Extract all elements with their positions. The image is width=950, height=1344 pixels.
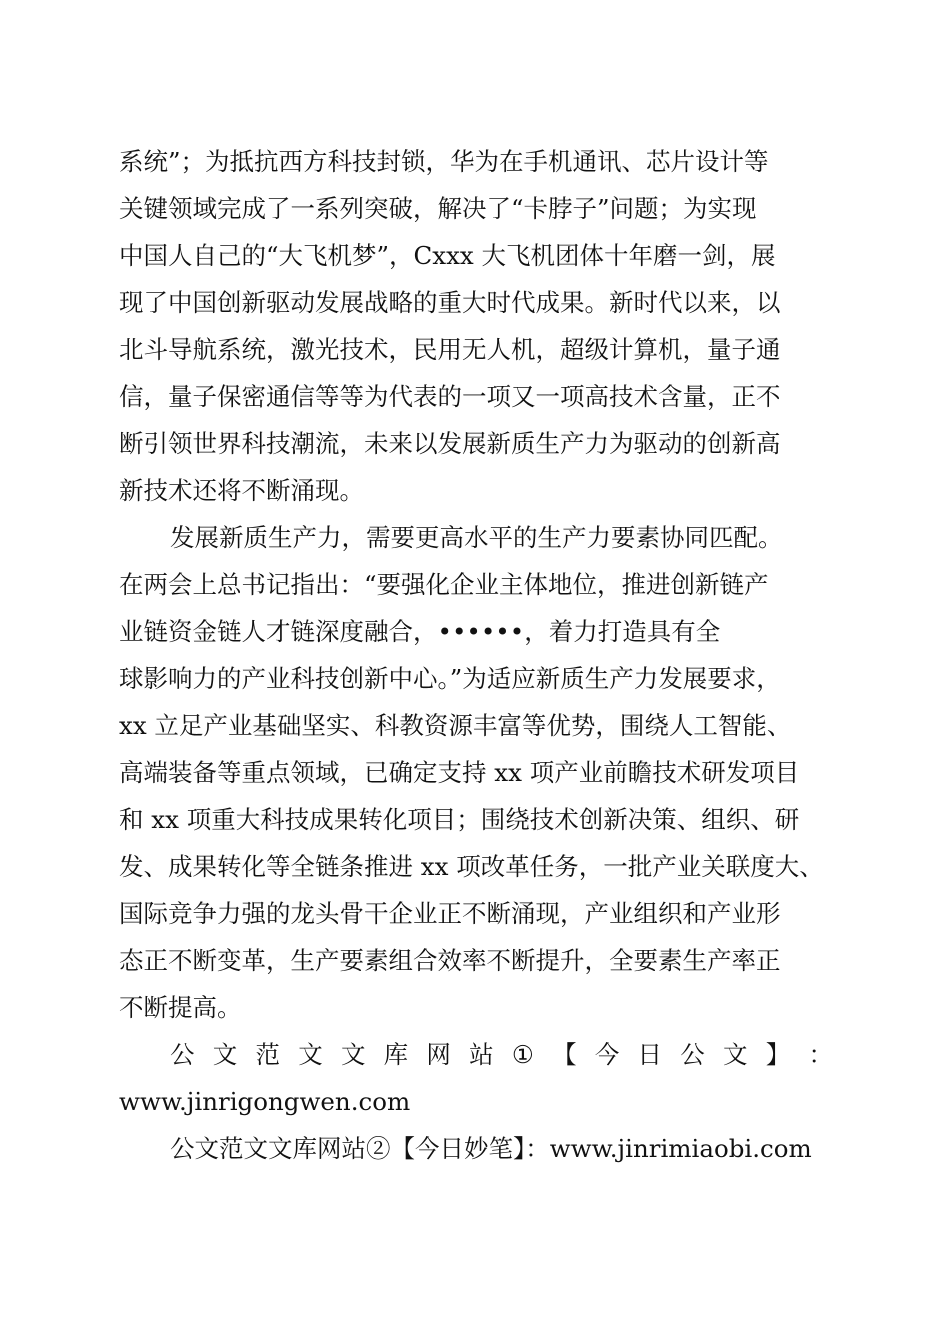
paragraph-2-line-8: 发、成果转化等全链条推进 xx 项改革任务，一批产业关联度大、 xyxy=(119,852,824,881)
paragraph-1-line-1: 系统”；为抵抗西方科技封锁，华为在手机通讯、芯片设计等 xyxy=(119,147,769,176)
paragraph-1-line-5: 北斗导航系统，激光技术，民用无人机，超级计算机，量子通 xyxy=(119,335,781,364)
paragraph-1-line-7: 断引领世界科技潮流，未来以发展新质生产力为驱动的创新高 xyxy=(119,429,781,458)
footer-line-1-char: 文 xyxy=(723,1040,748,1069)
paragraph-1-line-3: 中国人自己的“大飞机梦”，Cxxx 大飞机团体十年磨一剑，展 xyxy=(119,241,776,270)
footer-line-1-char: 站 xyxy=(469,1040,494,1069)
paragraph-1-line-6: 信，量子保密通信等等为代表的一项又一项高技术含量，正不 xyxy=(119,382,781,411)
footer-line-1-char: 今 xyxy=(594,1040,620,1069)
footer-line-2[interactable]: 公文范文文库网站②【今日妙笔】：www.jinrimiaobi.com xyxy=(170,1134,812,1163)
footer-line-1-char: 文 xyxy=(212,1040,238,1069)
footer-line-1-char: ： xyxy=(808,1040,833,1069)
paragraph-1-line-4: 现了中国创新驱动发展战略的重大时代成果。新时代以来，以 xyxy=(119,288,781,317)
footer-line-1-char: 】 xyxy=(765,1040,791,1069)
footer-line-1-char: 库 xyxy=(383,1040,409,1069)
footer-line-1-char: 文 xyxy=(340,1040,366,1069)
paragraph-2-line-6: 高端装备等重点领域，已确定支持 xx 项产业前瞻技术研发项目 xyxy=(119,758,800,787)
footer-line-1-char: 文 xyxy=(298,1040,323,1069)
footer-line-1-char: 公 xyxy=(170,1040,195,1069)
paragraph-2-line-9: 国际竞争力强的龙头骨干企业正不断涌现，产业组织和产业形 xyxy=(119,899,781,928)
footer-link-1[interactable]: www.jinrigongwen.com xyxy=(119,1087,411,1116)
paragraph-2-line-2: 在两会上总书记指出：“要强化企业主体地位，推进创新链产 xyxy=(119,570,769,599)
paragraph-2-line-10: 态正不断变革，生产要素组合效率不断提升，全要素生产率正 xyxy=(119,946,781,975)
footer-line-1-char: 范 xyxy=(255,1040,280,1069)
paragraph-2-line-1: 发展新质生产力，需要更高水平的生产力要素协同匹配。 xyxy=(170,523,783,552)
paragraph-1-line-8: 新技术还将不断涌现。 xyxy=(119,476,364,505)
footer-line-1-char: 网 xyxy=(426,1040,451,1069)
paragraph-2-line-4: 球影响力的产业科技创新中心。”为适应新质生产力发展要求， xyxy=(119,664,781,693)
footer-line-1-char: 公 xyxy=(680,1040,705,1069)
paragraph-1-line-2: 关键领域完成了一系列突破，解决了“卡脖子”问题；为实现 xyxy=(119,194,757,223)
paragraph-2-line-11: 不断提高。 xyxy=(119,993,242,1022)
footer-line-1-char: 【 xyxy=(552,1040,577,1069)
paragraph-2-line-7: 和 xx 项重大科技成果转化项目；围绕技术创新决策、组织、研 xyxy=(119,805,800,834)
paragraph-2-line-5: xx 立足产业基础坚实、科教资源丰富等优势，围绕人工智能、 xyxy=(119,711,792,740)
footer-line-1-char: 日 xyxy=(637,1040,663,1069)
footer-line-1 xyxy=(170,1038,833,1072)
paragraph-2-line-3: 业链资金链人才链深度融合，••••••，着力打造具有全 xyxy=(119,617,721,646)
footer-line-1-char: ① xyxy=(511,1040,534,1069)
